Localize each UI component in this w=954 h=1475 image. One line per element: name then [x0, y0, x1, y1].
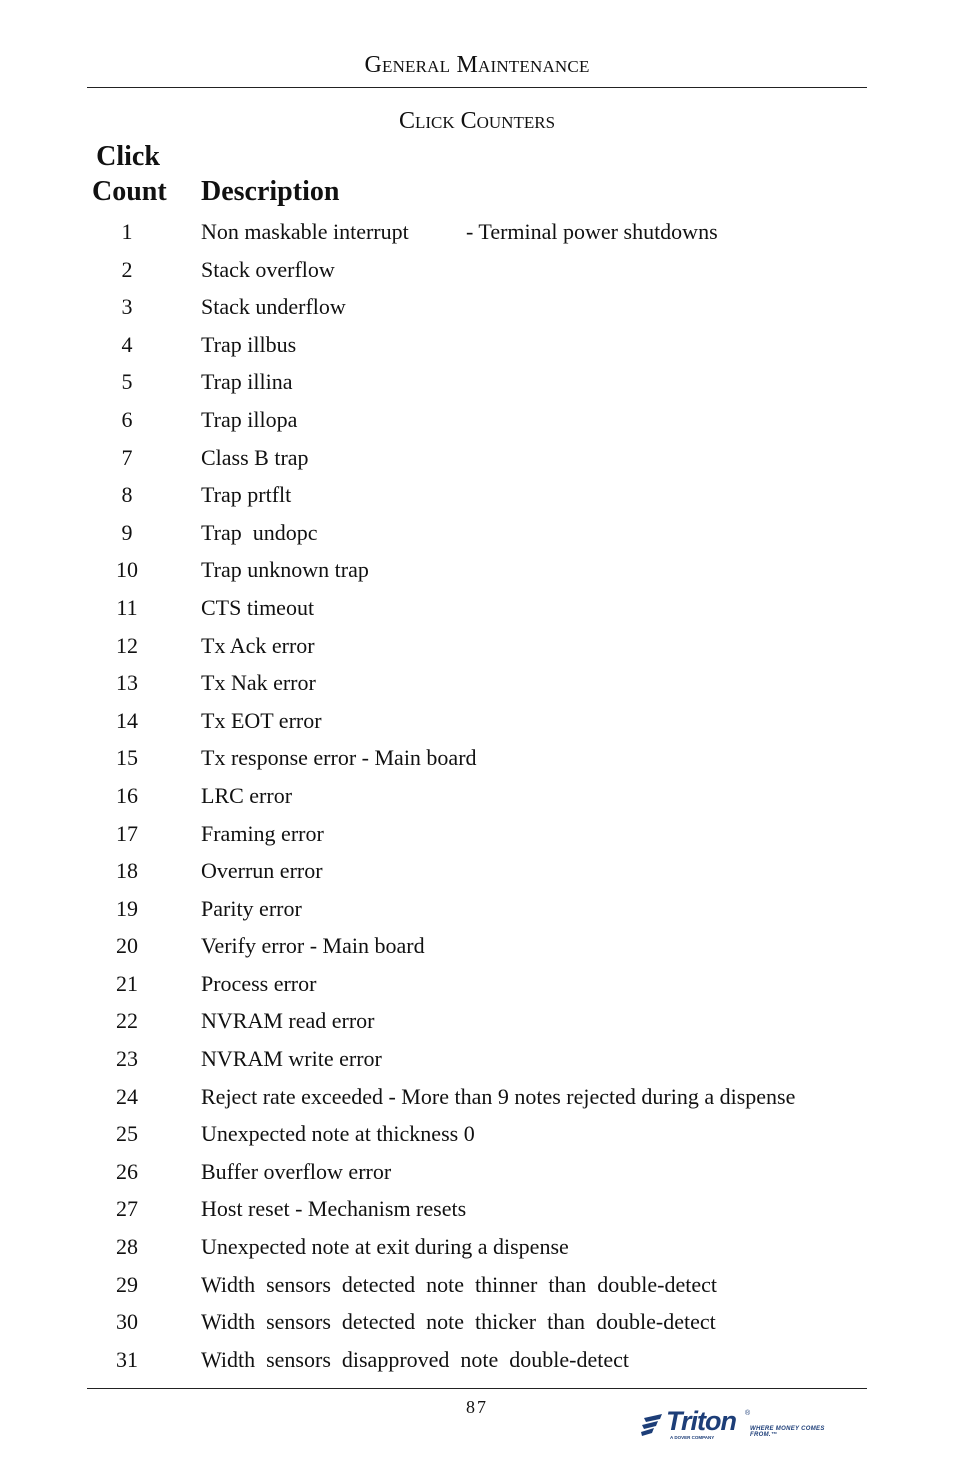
row-count: 16 [116, 782, 138, 808]
table-row [0, 739, 954, 777]
row-count: 15 [116, 745, 138, 771]
section-title: Click Counters [398, 108, 556, 134]
row-description: Trap undopc [201, 519, 318, 545]
row-count: 14 [116, 707, 138, 733]
table-row [0, 1153, 954, 1191]
row-description: Width sensors disapproved note double-detect [201, 1346, 630, 1372]
table-row [0, 815, 954, 853]
table-row [0, 777, 954, 815]
row-description-extra: - Terminal power shutdowns [466, 219, 718, 244]
row-description: Trap illina [201, 369, 293, 395]
row-count: 21 [116, 970, 138, 996]
row-count: 22 [116, 1008, 138, 1034]
column-header-count-line1: Click [96, 141, 160, 172]
row-description: Tx Ack error [201, 632, 315, 658]
row-count: 8 [121, 482, 133, 508]
row-count: 30 [116, 1309, 138, 1335]
row-description: Unexpected note at exit during a dispense [201, 1234, 569, 1260]
table-row [0, 251, 954, 289]
click-counter-table [0, 213, 954, 1378]
row-count: 31 [116, 1346, 138, 1372]
row-description: Process error [201, 970, 317, 996]
row-description: NVRAM write error [201, 1046, 382, 1072]
table-row [0, 1190, 954, 1228]
row-description: Class B trap [201, 444, 309, 470]
table-row [0, 1115, 954, 1153]
row-description: Verify error - Main board [201, 933, 425, 959]
table-row [0, 213, 954, 251]
triton-swoosh-icon [640, 1412, 666, 1438]
row-count: 12 [116, 632, 138, 658]
row-count: 24 [116, 1083, 138, 1109]
triton-logo [640, 1408, 850, 1444]
row-description: Tx EOT error [201, 707, 322, 733]
table-row [0, 439, 954, 477]
table-row [0, 965, 954, 1003]
table-row [0, 627, 954, 665]
row-count: 4 [121, 331, 133, 357]
row-count: 18 [116, 858, 138, 884]
row-count: 7 [121, 444, 133, 470]
row-count: 6 [121, 406, 133, 432]
row-count: 27 [116, 1196, 138, 1222]
row-description: Width sensors detected note thicker than double-detect [201, 1309, 716, 1335]
table-row [0, 702, 954, 740]
row-count: 29 [116, 1271, 138, 1297]
table-row [0, 363, 954, 401]
row-description: Stack underflow [201, 294, 346, 320]
table-row [0, 589, 954, 627]
table-row [0, 664, 954, 702]
row-count: 9 [121, 519, 133, 545]
row-description: Trap prtflt [201, 482, 292, 508]
table-row [0, 1341, 954, 1379]
row-count: 23 [116, 1046, 138, 1072]
table-row [0, 1266, 954, 1304]
table-row [0, 326, 954, 364]
row-count: 25 [116, 1121, 138, 1147]
row-count: 2 [121, 256, 133, 282]
column-header-count [92, 139, 167, 209]
table-row [0, 890, 954, 928]
column-header-count-line2: Count [92, 176, 167, 207]
row-count: 1 [121, 219, 133, 244]
footer-rule [87, 1388, 867, 1389]
table-row [0, 1002, 954, 1040]
row-description: Unexpected note at thickness 0 [201, 1121, 475, 1147]
row-description: Parity error [201, 895, 302, 921]
table-row [0, 1040, 954, 1078]
row-count: 28 [116, 1234, 138, 1260]
table-row [0, 1078, 954, 1116]
row-count: 13 [116, 670, 138, 696]
page-header-title: General Maintenance [364, 52, 590, 78]
table-row [0, 288, 954, 326]
row-count: 10 [116, 557, 138, 583]
table-row [0, 927, 954, 965]
row-description: Buffer overflow error [201, 1158, 392, 1184]
column-header-description: Description [201, 176, 340, 207]
row-count: 17 [116, 820, 138, 846]
row-description: Overrun error [201, 858, 323, 884]
row-description: Tx response error - Main board [201, 745, 477, 771]
row-description: Host reset - Mechanism resets [201, 1196, 467, 1222]
table-row [0, 1228, 954, 1266]
table-row [0, 401, 954, 439]
row-description: Framing error [201, 820, 324, 846]
header-rule [87, 87, 867, 88]
row-description: Non maskable interrupt [201, 219, 409, 244]
table-row [0, 514, 954, 552]
row-description: Trap illopa [201, 406, 298, 432]
row-description: NVRAM read error [201, 1008, 375, 1034]
row-count: 19 [116, 895, 138, 921]
table-row [0, 476, 954, 514]
row-count: 20 [116, 933, 138, 959]
row-description: Tx Nak error [201, 670, 316, 696]
logo-tagline: WHERE MONEY COMES FROM.™ [750, 1426, 825, 1438]
row-description: Trap unknown trap [201, 557, 369, 583]
table-row [0, 1303, 954, 1341]
logo-wordmark: Triton [666, 1406, 736, 1436]
row-description: Stack overflow [201, 256, 335, 282]
page-number: 87 [466, 1397, 488, 1417]
row-description: LRC error [201, 782, 293, 808]
row-count: 11 [116, 594, 138, 620]
row-description: Width sensors detected note thinner than double-detect [201, 1271, 717, 1297]
row-description: Reject rate exceeded - More than 9 notes rejected during a dispense [201, 1083, 796, 1109]
table-row [0, 852, 954, 890]
table-row [0, 551, 954, 589]
row-count: 26 [116, 1158, 138, 1184]
row-count: 3 [121, 294, 133, 320]
logo-registered-mark: ® [745, 1410, 751, 1417]
logo-subtext: A DOVER COMPANY [670, 1435, 715, 1440]
row-description: CTS timeout [201, 594, 315, 620]
row-count: 5 [121, 369, 133, 395]
row-description: Trap illbus [201, 331, 297, 357]
